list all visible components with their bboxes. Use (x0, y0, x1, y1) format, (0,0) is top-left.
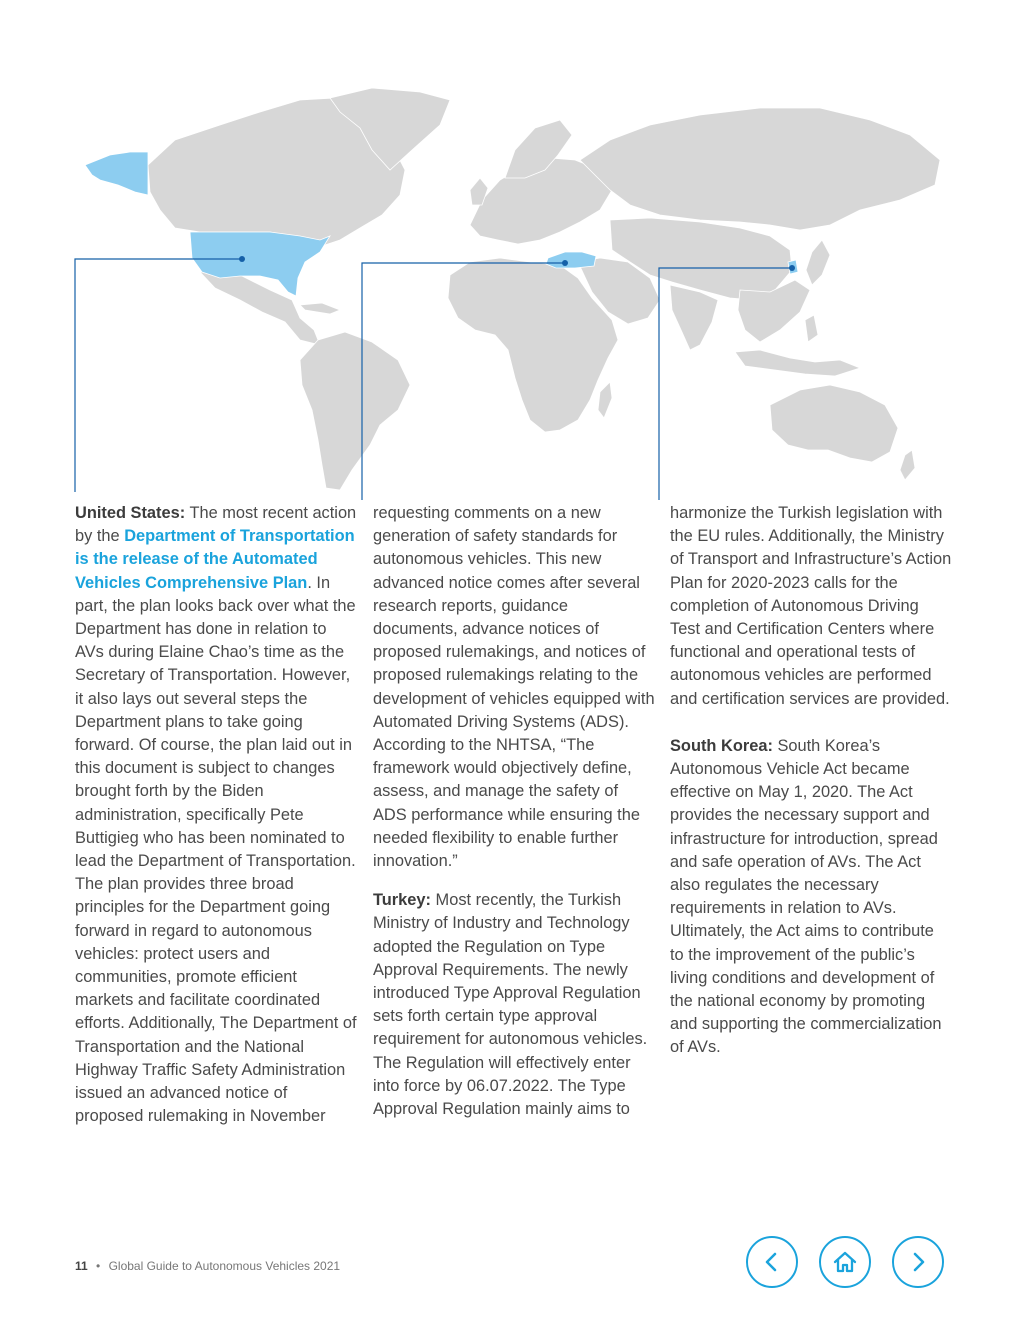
page-number: 11 (75, 1259, 88, 1273)
marker-united-states (239, 256, 245, 262)
land-russia (580, 108, 940, 230)
chevron-right-icon (904, 1248, 932, 1276)
document-title: Global Guide to Autonomous Vehicles 2021 (108, 1259, 341, 1273)
land-masses (148, 88, 940, 490)
column-right (670, 502, 952, 1060)
marker-south-korea (789, 265, 795, 271)
us-intro-text: The most recent action by the (75, 504, 357, 546)
land-caribbean (300, 303, 340, 314)
column-united-states (75, 502, 357, 1128)
us-body-text: . In part, the plan looks back over what the Department has done in relation to AVs during Elaine Chao’s time as the Secretary of Transportation. However, it also lays out several steps the Department plans to take going forward. Of course, the plan laid out in this document is subject to changes brought forth by the Biden administration, specifically Pete Buttigieg who has been nominated to lead the Department of Transportation. The plan provides three broad principles for the Department going forward in regard to autonomous vehicles: protect users and communities, promote efficient markets and facilitate coordinated efforts. Additionally, The Department of Transportation and the National Highway Traffic Safety Administration issued an advanced notice of proposed rulemaking in November (75, 573, 357, 1126)
paragraph-turkey (373, 889, 655, 1121)
home-button[interactable] (819, 1236, 871, 1288)
paragraph-us-continued: requesting comments on a new generation of safety standards for autonomous vehicles. This new advanced notice comes after several research reports, guidance documents, advance notices of proposed rulemakings, and notices of proposed rulemakings relating to the development of vehicles equipped with Automated Driving Systems (ADS). According to the NHTSA, “The framework would objectively define, assess, and manage the safety of ADS performance while ensuring the needed flexibility to enable further innovation.” (373, 504, 655, 871)
page-footer (75, 1259, 340, 1273)
home-icon (831, 1248, 859, 1276)
chevron-left-icon (758, 1248, 786, 1276)
land-india (670, 285, 718, 350)
paragraph-turkey-continued: harmonize the Turkish legislation with the EU rules. Additionally, the Ministry of Transport and Infrastructure’s Action Plan for 2020-2023 calls for the completion of Autonomous Driving Test and Certification Centers where functional and operational tests of autonomous vehicles are performed and certification services are provided. (670, 504, 952, 708)
marker-turkey (562, 260, 568, 266)
land-indonesia (735, 350, 860, 376)
land-australia (770, 385, 898, 462)
land-new-zealand (900, 450, 915, 480)
heading-turkey: Turkey: (373, 891, 431, 910)
highlight-turkey (546, 252, 596, 268)
dot-plan-link[interactable]: Department of Transportation is the release of the Automated Vehicles Comprehensive Plan (75, 527, 355, 592)
heading-south-korea: South Korea: (670, 736, 773, 755)
heading-united-states: United States: (75, 504, 186, 522)
turkey-body-text: Most recently, the Turkish Ministry of Industry and Technology adopted the Regulation on Type Approval Requirements. The newly introduced Type Approval Regulation sets forth certain type approval requirement for autonomous vehicles. The Regulation will effectively enter into force by 06.07.2022. The Type Approval Regulation mainly aims to (373, 891, 648, 1119)
footer-separator: • (96, 1259, 101, 1273)
highlight-alaska (85, 152, 148, 195)
column-middle (373, 502, 655, 1121)
paragraph-south-korea (670, 735, 952, 1060)
land-mexico (200, 272, 320, 345)
korea-body-text: South Korea’s Autonomous Vehicle Act became effective on May 1, 2020. The Act provides the necessary support and infrastructure for introduction, spread and safe operation of AVs. The Act also regulates the necessary requirements in relation to AVs. Ultimately, the Act aims to contribute to the improvement of the public’s living conditions and development of the national economy by promoting and supporting the commercialization of AVs. (670, 736, 942, 1057)
land-madagascar (598, 382, 612, 418)
land-philippines (805, 315, 818, 342)
previous-page-button[interactable] (746, 1236, 798, 1288)
callout-line-us (75, 259, 242, 492)
land-south-america (300, 332, 410, 490)
next-page-button[interactable] (892, 1236, 944, 1288)
world-map (0, 0, 1020, 500)
land-japan (806, 240, 830, 285)
paragraph-united-states (75, 502, 357, 1128)
